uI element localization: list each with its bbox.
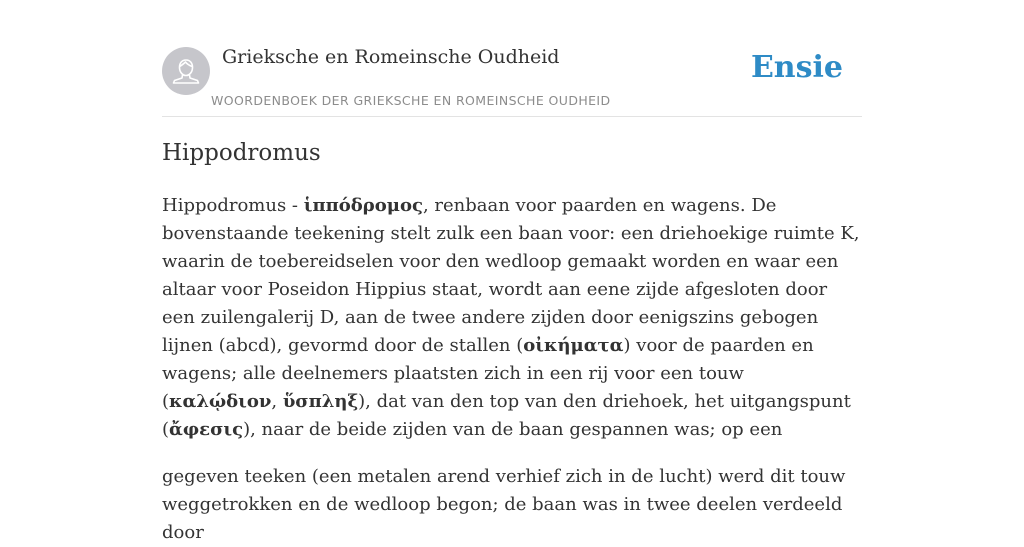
text-segment: , renbaan voor paarden en wagens. De bovenstaande teekening stelt zulk een baan voor: een driehoekige ruimte K, waarin de toebereidselen voor den wedloop gemaakt worden en waar een altaar voor Poseidon Hippius staat, wordt aan eene zijde afgesloten door een zuilengalerij D, aan de twee andere zijden door eenigszins gebogen lijnen (abcd), gevormd door de stallen ( [162,195,860,356]
text-segment: Hippodromus - [162,195,304,216]
greek-term: ἱππόδρομος [303,195,423,216]
brand-logo[interactable]: Ensie [750,50,843,85]
site-title[interactable]: Grieksche en Romeinsche Oudheid [222,46,560,68]
text-segment: ) voor de paarden en wagens; alle deelnemers plaatsten zich in een rij voor een touw ( [162,335,814,412]
text-segment: ), naar de beide zijden van de baan gespannen was; op een [243,419,783,440]
entry-paragraph-2: gegeven teeken (een metalen arend verhief zich in de lucht) werd dit touw weggetrokken en de wedloop begon; de baan was in twee deelen verdeeld door [162,466,846,543]
greek-term: ὕσπληξ [282,391,359,412]
entry-title: Hippodromus [162,140,321,166]
greek-term: οἰκήματα [523,335,624,356]
site-subtitle[interactable]: WOORDENBOEK DER GRIEKSCHE EN ROMEINSCHE OUDHEID [211,93,611,108]
greek-term: καλῴδιον [169,391,272,412]
site-header [162,46,862,117]
text-segment: , [271,391,283,412]
text-segment: ), dat van den top van den driehoek, het uitgangspunt ( [162,391,851,440]
greek-term: ἄφεσις [169,419,244,440]
avatar[interactable] [162,47,210,95]
entry-paragraph-1 [162,192,862,444]
user-icon [162,47,210,95]
